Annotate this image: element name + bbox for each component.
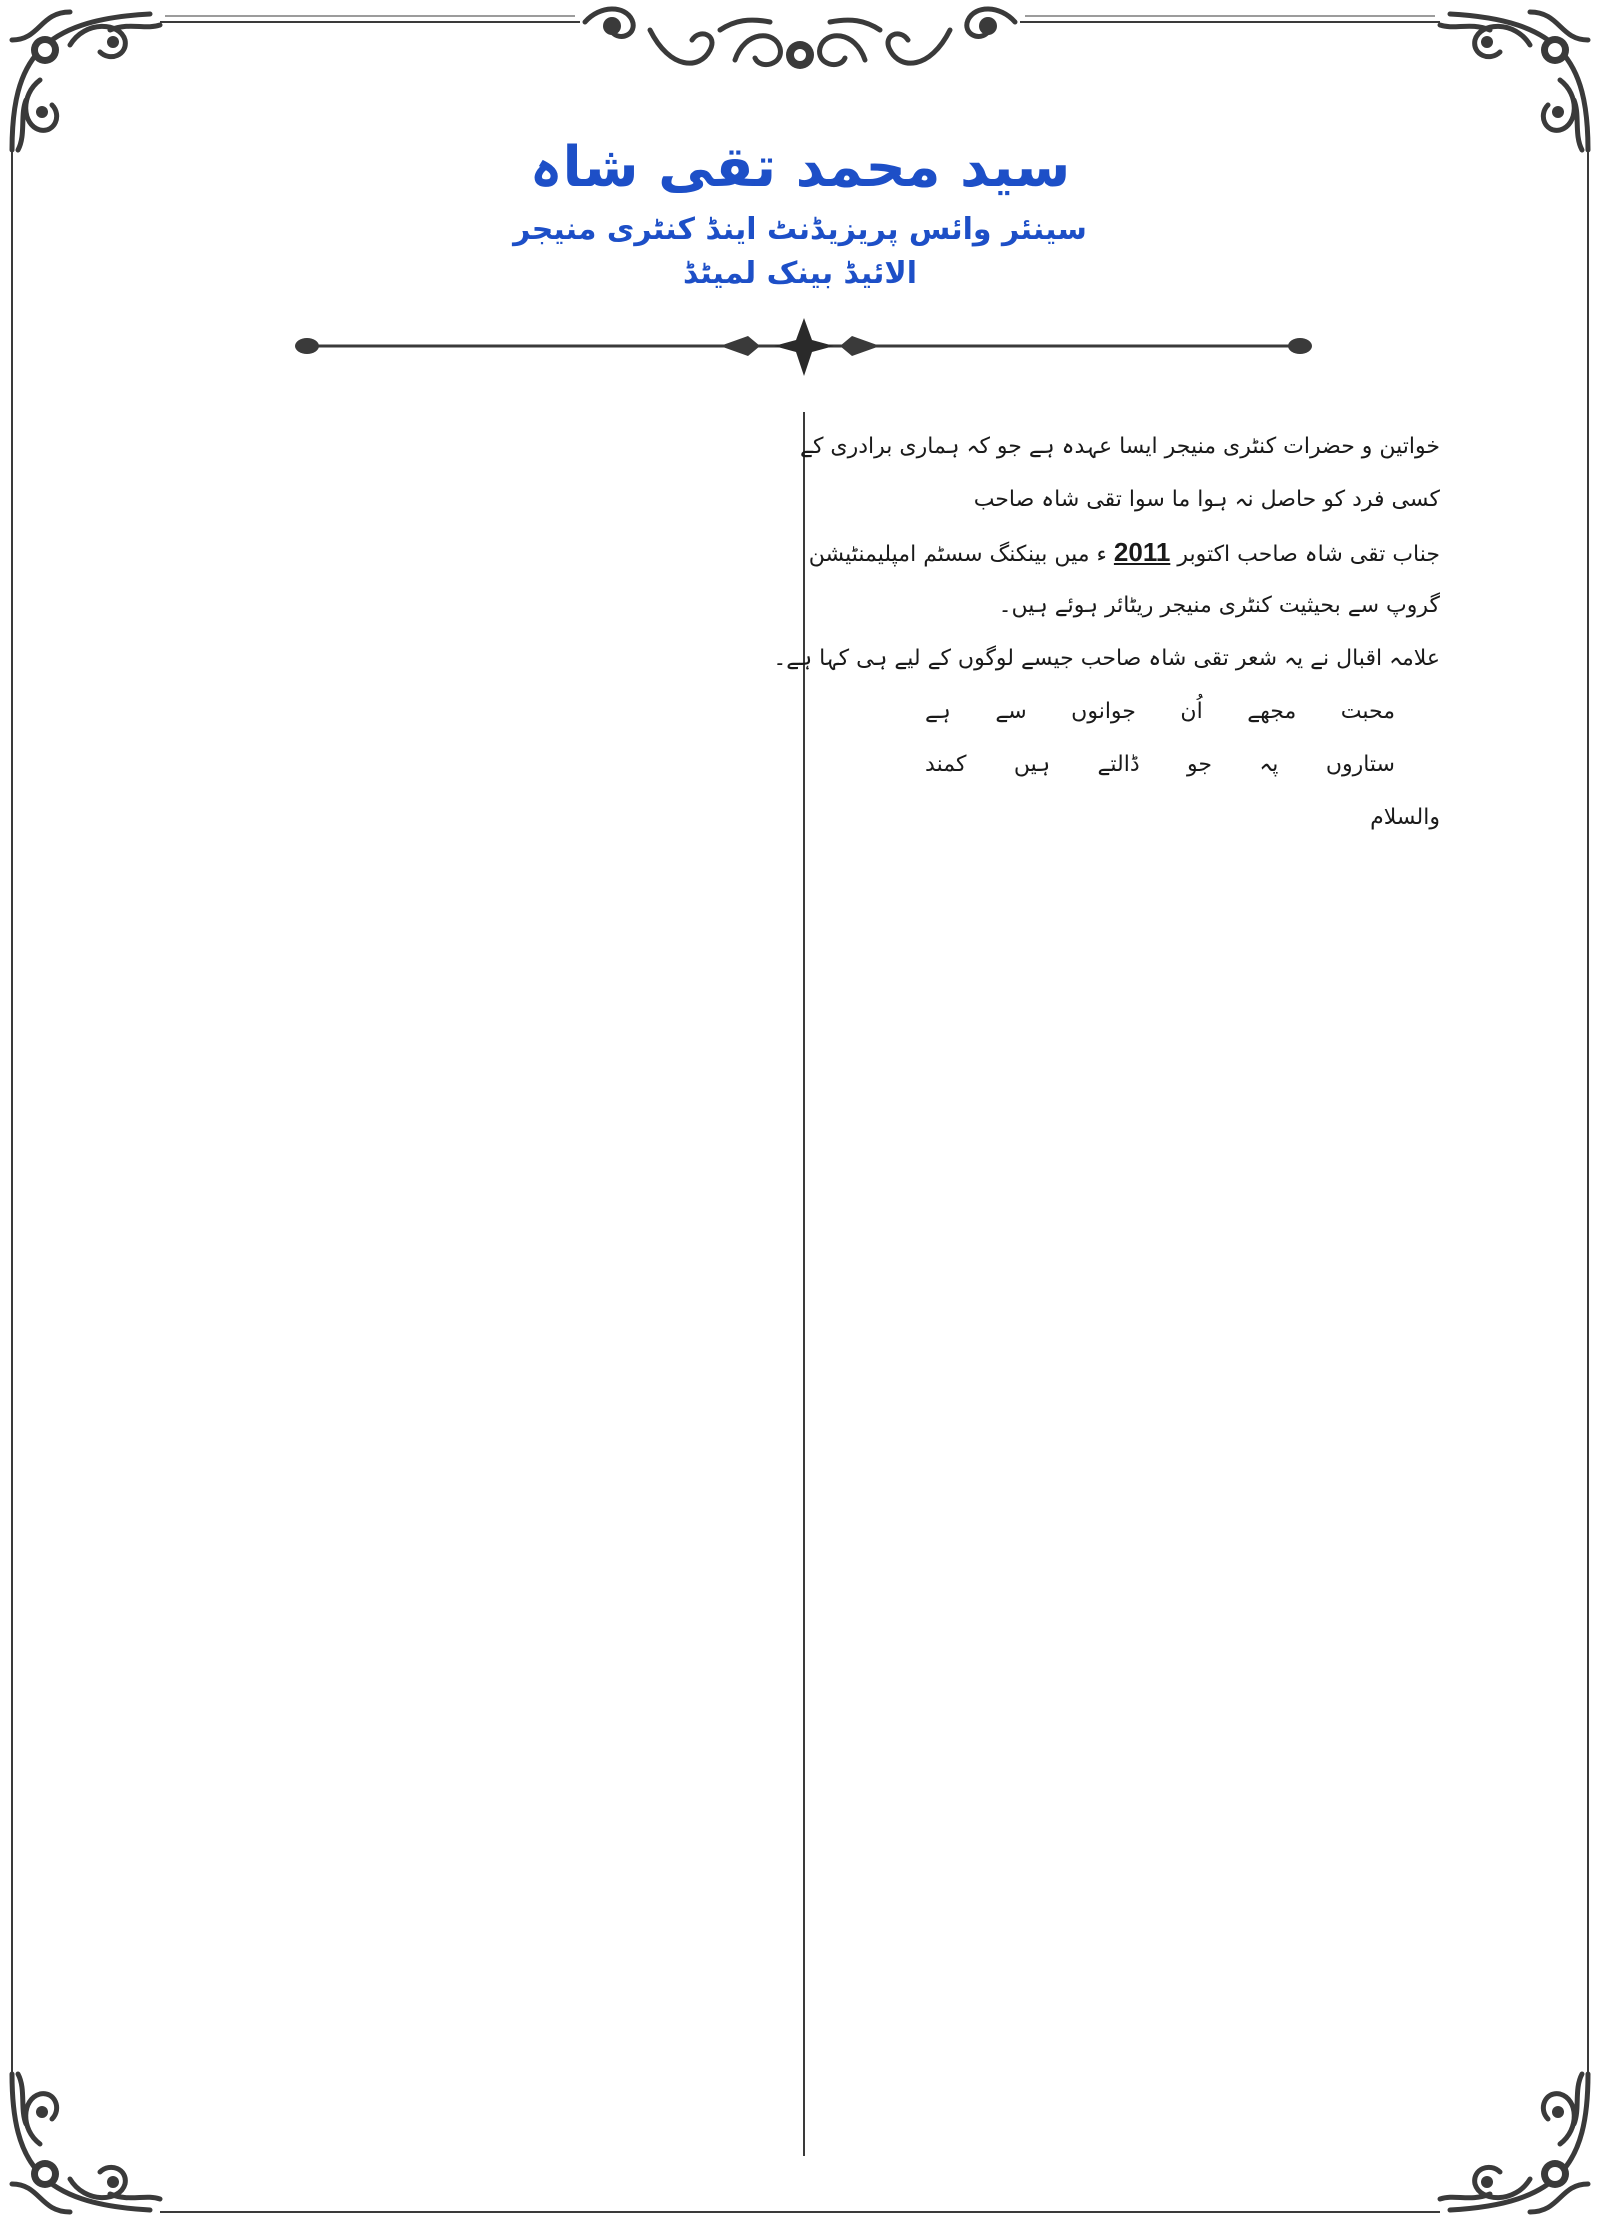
- verse-word: ڈالتے: [1097, 752, 1140, 777]
- heading-block: [400, 128, 1200, 296]
- letter-line: کسی فرد کو حاصل نہ ہوا ما سوا تقی شاہ صاحب: [973, 487, 1440, 512]
- verse-word: ہیں: [1013, 752, 1051, 777]
- letter-body: [773, 420, 1440, 844]
- verse-line-1: [925, 685, 1395, 738]
- verse-line-2: [925, 738, 1395, 791]
- verse-word: جوانوں: [1071, 699, 1136, 724]
- letter-line-text: جناب تقی شاہ صاحب اکتوبر: [1177, 542, 1440, 567]
- verse-word: ہے: [925, 699, 951, 724]
- verse-word: مجھے: [1247, 699, 1297, 724]
- corner-ornament-icon: [1440, 2074, 1588, 2212]
- organization: الائیڈ بینک لمیٹڈ: [682, 256, 918, 291]
- letter-line-text: ء میں بینکنگ سسٹم امپلیمنٹیشن: [808, 542, 1107, 567]
- verse-word: سے: [995, 699, 1027, 724]
- corner-ornament-icon: [12, 12, 160, 150]
- verse-word: جو: [1187, 752, 1213, 777]
- verse-word: محبت: [1340, 699, 1395, 724]
- corner-ornament-icon: [1440, 12, 1588, 150]
- verse-word: کمند: [925, 752, 967, 777]
- letter-line: خواتین و حضرات کنٹری منیجر ایسا عہدہ ہے جو کہ ہماری برادری کے: [800, 434, 1440, 459]
- top-scroll-ornament-icon: [585, 9, 1015, 69]
- closing-salutation: والسلام: [1370, 805, 1440, 830]
- verse-word: پہ: [1259, 752, 1279, 777]
- designation: سینئر وائس پریزیڈنٹ اینڈ کنٹری منیجر: [513, 212, 1087, 247]
- verse-word: اُن: [1180, 699, 1203, 724]
- year-value: 2011: [1113, 537, 1171, 567]
- letter-line: [808, 526, 1440, 579]
- corner-ornament-icon: [12, 2074, 160, 2212]
- verse-word: ستاروں: [1325, 752, 1395, 777]
- letter-line: علامہ اقبال نے یہ شعر تقی شاہ صاحب جیسے لوگوں کے لیے ہی کہا ہے۔: [773, 646, 1440, 671]
- letter-line: گروپ سے بحیثیت کنٹری منیجر ریٹائر ہوئے ہیں۔: [998, 593, 1440, 618]
- divider-diamond-icon: [295, 318, 1312, 376]
- page-title: سید محمد تقی شاہ: [529, 135, 1071, 200]
